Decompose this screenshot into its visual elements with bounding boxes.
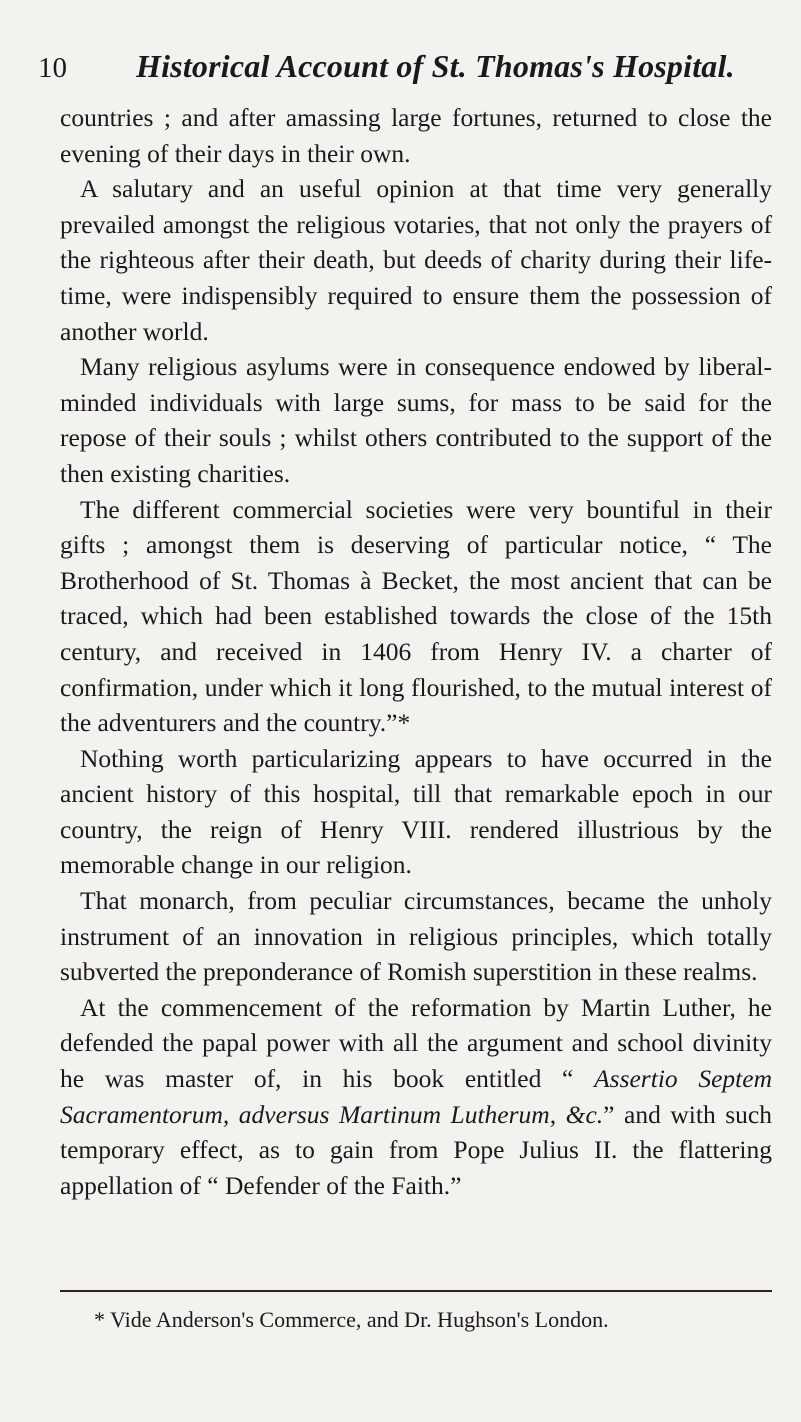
- paragraph-5: Nothing worth particularizing appears to have occurred in the ancient history of this hospital, till that remarkable epoch in our country, the reign of Henry VIII. rendered illustrious by the memorable change in our religion.: [60, 743, 772, 880]
- paragraph-3: Many religious asylums were in consequence endowed by liberal-minded individuals with large sums, for mass to be said for the repose of their souls ; whilst others contributed to the support of the then existing charities.: [60, 352, 772, 488]
- running-title: Historical Account of St. Thomas's Hospital.: [136, 48, 735, 84]
- page-number: 10: [38, 52, 67, 84]
- paragraph-1: countries ; and after amassing large fortunes, returned to close the evening of their days in their own.: [60, 103, 772, 168]
- page-header: [36, 48, 771, 92]
- body-text: [60, 100, 772, 1203]
- paragraph-4: The different commercial societies were very bountiful in their gifts ; amongst them is deserving of particular notice, “ The Brotherhood of St. Thomas à Becket, the most ancient that can be traced, which had been established towards the close of the 15th century, and received in 1406 from Henry IV. a charter of confirmation, under which it long flourished, to the mutual interest of the adventurers and the country.”*: [60, 494, 772, 738]
- paragraph-6: That monarch, from peculiar circumstances, became the unholy instrument of an innovation in religious principles, which totally subverted the preponderance of Romish superstition in these realms.: [60, 886, 772, 987]
- book-title: Assertio Septem Sacramentorum, adversus Martinum Lutherum, &c.: [60, 1064, 772, 1129]
- paragraph-2: A salutary and an useful opinion at that time very generally prevailed amongst the religious votaries, that not only the prayers of the righteous after their death, but deeds of charity during their life-time, were indispensibly required to ensure them the possession of another world.: [60, 174, 772, 346]
- paragraph-7-text-end: ” and with such temporary effect, as to gain from Pope Julius II. the flattering appellation of “ Defender of the Faith.”: [60, 1099, 772, 1200]
- paragraph-7: [60, 990, 772, 1204]
- footnote-divider: [60, 1290, 772, 1292]
- footnote: * Vide Anderson's Commerce, and Dr. Hughson's London.: [94, 1307, 609, 1332]
- paragraph-7-text-start: At the commencement of the reformation by Martin Luther, he defended the papal power with all the argument and school divinity he was master of, in his book entitled “: [60, 992, 772, 1094]
